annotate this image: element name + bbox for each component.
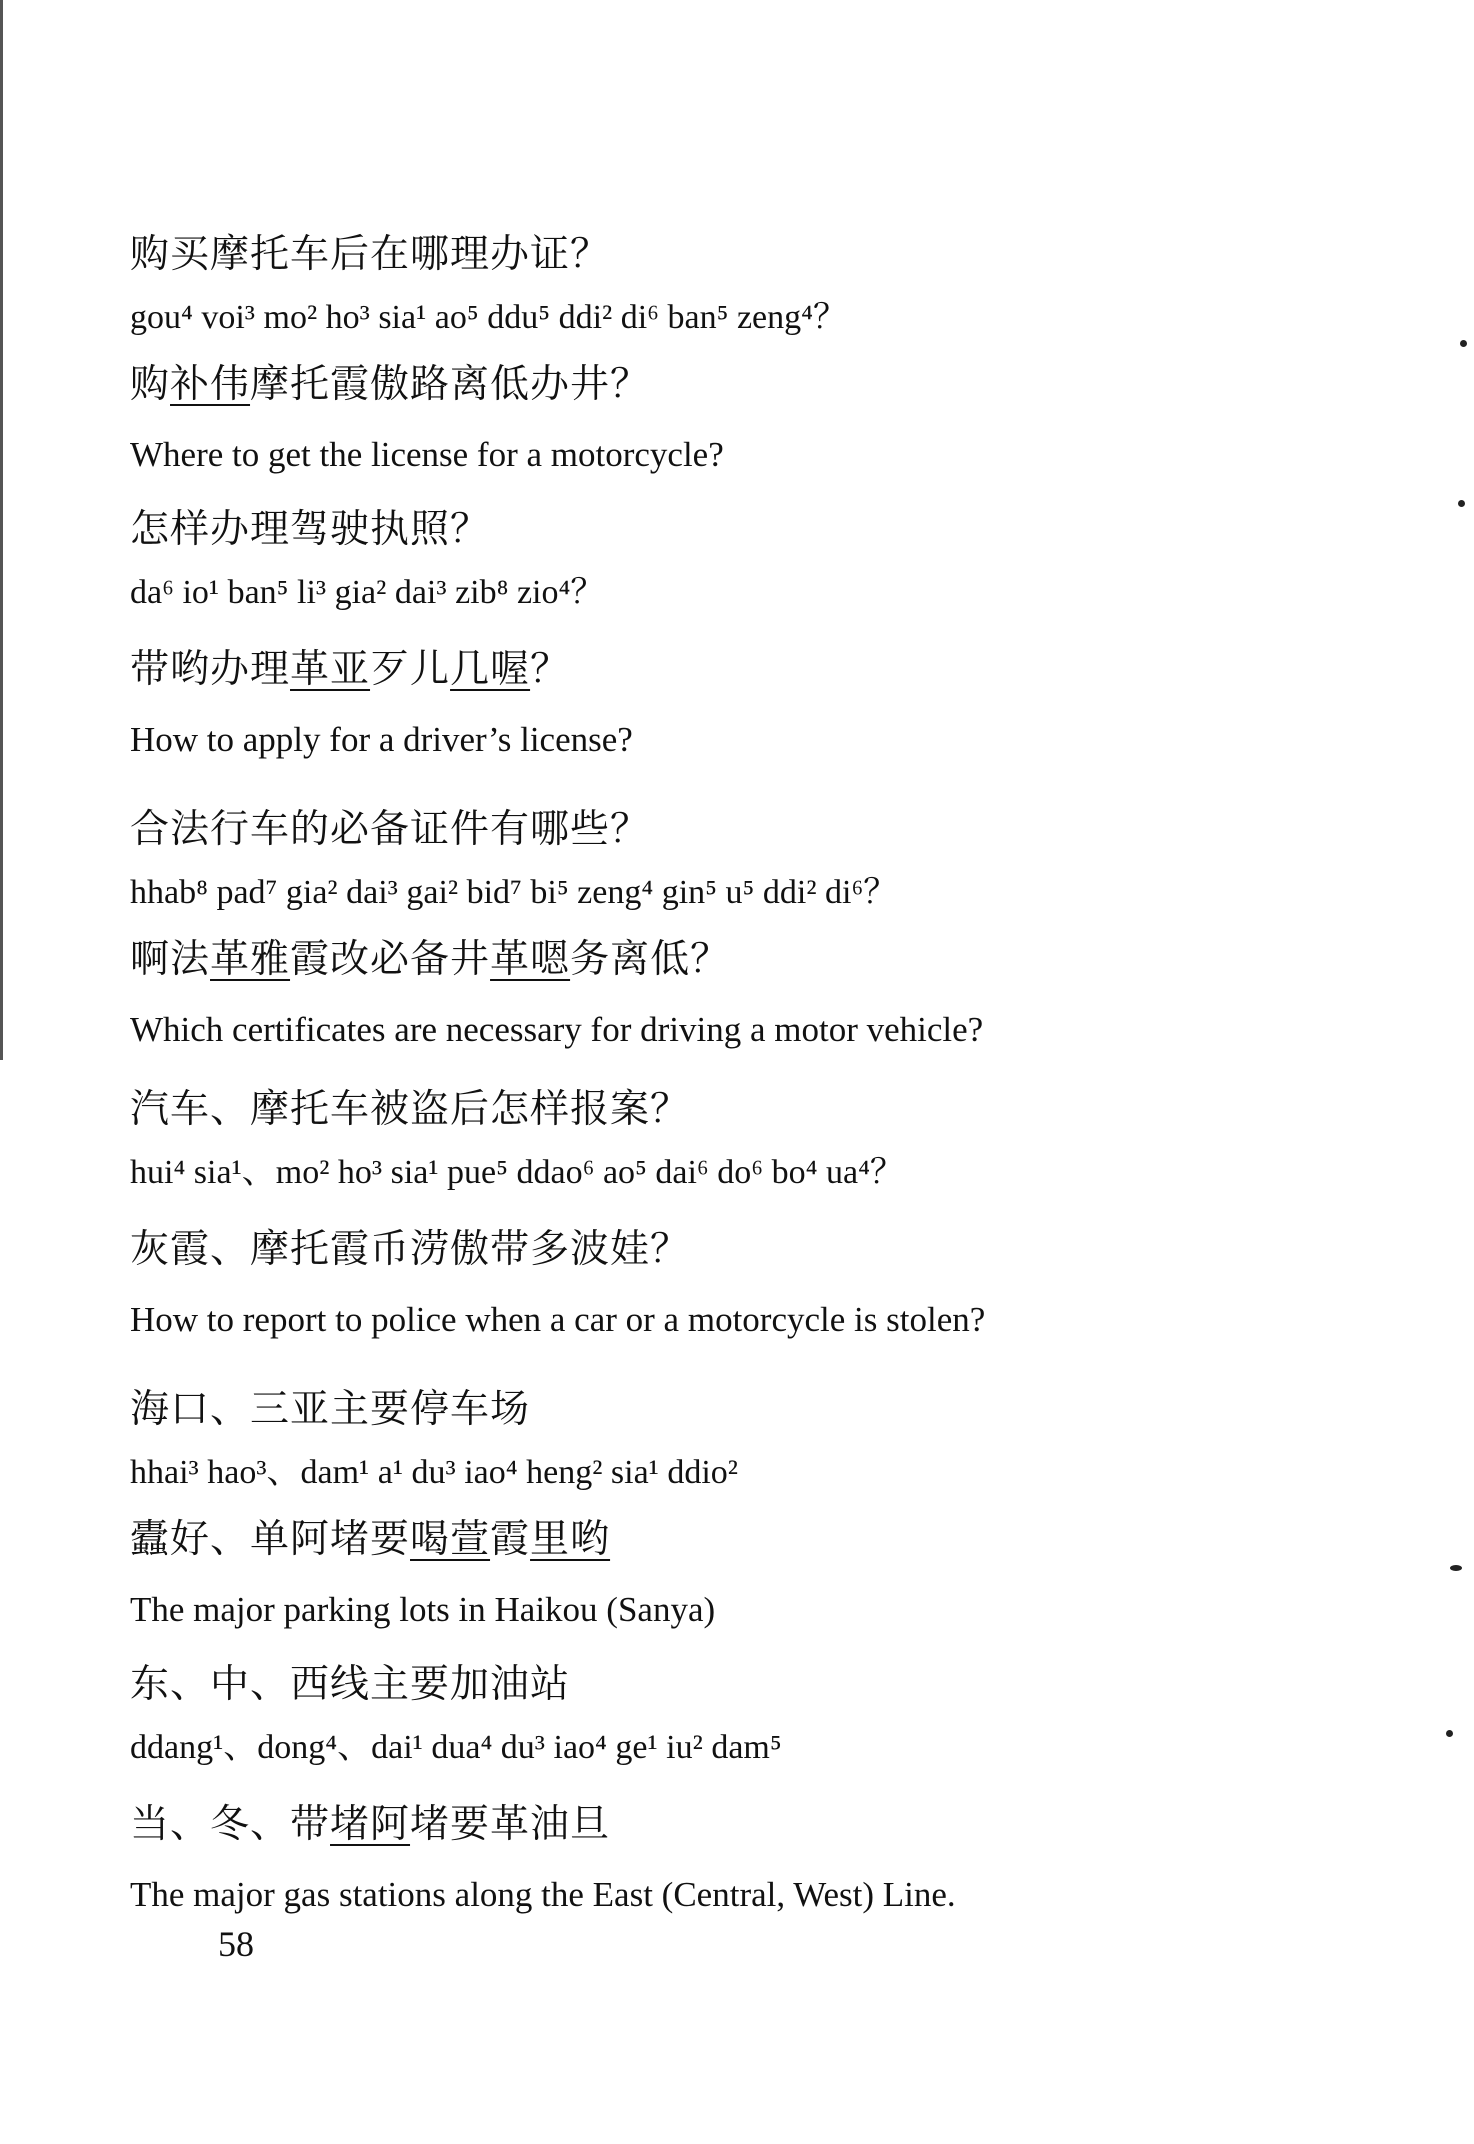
hainanese-segment: 灰霞、摩托霞币涝傲带多波娃？ bbox=[130, 1227, 691, 1272]
hainanese-segment: 啊法 bbox=[130, 937, 211, 982]
phrase-entry bbox=[130, 1387, 1370, 1636]
english-translation: Which certificates are necessary for driving a motor vehicle? bbox=[130, 1010, 984, 1049]
hainanese-segment-underlined: 堵阿 bbox=[330, 1802, 411, 1847]
phrase-entry bbox=[130, 1662, 1370, 1921]
scan-speck bbox=[1446, 1730, 1453, 1737]
hainanese-transcription bbox=[130, 1802, 1370, 1853]
page-number: 58 bbox=[218, 1924, 254, 1964]
scan-speck bbox=[1458, 500, 1465, 507]
hainanese-segment: 摩托霞傲路离低办井？ bbox=[250, 362, 651, 407]
book-spine-edge bbox=[0, 0, 3, 1060]
hainanese-segment: 歹儿 bbox=[370, 647, 451, 692]
hainanese-transcription bbox=[130, 1227, 1370, 1278]
pinyin-romanization: hhab⁸ pad⁷ gia² dai³ gai² bid⁷ bi⁵ zeng⁴ gin⁵ u⁵ ddi² di⁶？ bbox=[130, 874, 898, 911]
hainanese-segment-underlined: 几喔 bbox=[450, 647, 531, 692]
hainanese-segment-underlined: 革嗯 bbox=[490, 937, 571, 982]
hainanese-segment: 购 bbox=[130, 362, 171, 407]
chinese-phrase: 海口、三亚主要停车场 bbox=[130, 1387, 531, 1432]
chinese-phrase: 怎样办理驾驶执照？ bbox=[130, 507, 491, 552]
english-translation: Where to get the license for a motorcycle? bbox=[130, 435, 724, 474]
chinese-phrase: 合法行车的必备证件有哪些？ bbox=[130, 807, 651, 852]
pinyin-romanization: da⁶ io¹ ban⁵ li³ gia² dai³ zib⁸ zio⁴？ bbox=[130, 574, 605, 611]
hainanese-segment-underlined: 革亚 bbox=[290, 647, 371, 692]
phrase-entry bbox=[130, 807, 1370, 1056]
hainanese-segment: ？ bbox=[530, 647, 571, 692]
hainanese-transcription bbox=[130, 362, 1370, 413]
pinyin-romanization: hui⁴ sia¹、mo² ho³ sia¹ pue⁵ ddao⁶ ao⁵ dai⁶ do⁶ bo⁴ ua⁴？ bbox=[130, 1154, 904, 1191]
scan-speck bbox=[1460, 340, 1467, 347]
english-translation: The major parking lots in Haikou (Sanya) bbox=[130, 1590, 716, 1629]
english-translation: How to apply for a driver’s license? bbox=[130, 720, 633, 759]
hainanese-segment: 务离低？ bbox=[570, 937, 731, 982]
english-translation: How to report to police when a car or a motorcycle is stolen? bbox=[130, 1300, 986, 1339]
hainanese-transcription bbox=[130, 647, 1370, 698]
scan-speck bbox=[1450, 1565, 1462, 1571]
hainanese-segment-underlined: 补伟 bbox=[170, 362, 251, 407]
phrase-entry bbox=[130, 1087, 1370, 1346]
hainanese-segment: 堵要革油旦 bbox=[410, 1802, 611, 1847]
hainanese-segment: 当、冬、带 bbox=[130, 1802, 331, 1847]
hainanese-segment-underlined: 革雅 bbox=[210, 937, 291, 982]
hainanese-segment-underlined: 里哟 bbox=[530, 1517, 611, 1562]
hainanese-segment: 霞改必备井 bbox=[290, 937, 491, 982]
hainanese-segment: 带哟办理 bbox=[130, 647, 291, 692]
english-translation: The major gas stations along the East (Central, West) Line. bbox=[130, 1875, 956, 1914]
chinese-phrase: 汽车、摩托车被盗后怎样报案？ bbox=[130, 1087, 691, 1132]
phrase-entry bbox=[130, 232, 1370, 481]
pinyin-romanization: gou⁴ voi³ mo² ho³ sia¹ ao⁵ ddu⁵ ddi² di⁶ ban⁵ zeng⁴？ bbox=[130, 299, 848, 336]
phrase-entry bbox=[130, 507, 1370, 766]
chinese-phrase: 东、中、西线主要加油站 bbox=[130, 1662, 571, 1707]
pinyin-romanization: hhai³ hao³、dam¹ a¹ du³ iao⁴ heng² sia¹ ddio² bbox=[130, 1454, 738, 1491]
chinese-phrase: 购买摩托车后在哪理办证？ bbox=[130, 232, 611, 277]
hainanese-segment-underlined: 喝萱 bbox=[410, 1517, 491, 1562]
hainanese-transcription bbox=[130, 1517, 1370, 1568]
hainanese-transcription bbox=[130, 937, 1370, 988]
hainanese-segment: 霞 bbox=[490, 1517, 531, 1562]
pinyin-romanization: ddang¹、dong⁴、dai¹ dua⁴ du³ iao⁴ ge¹ iu² dam⁵ bbox=[130, 1729, 782, 1766]
hainanese-segment: 蠹好、单阿堵要 bbox=[130, 1517, 411, 1562]
